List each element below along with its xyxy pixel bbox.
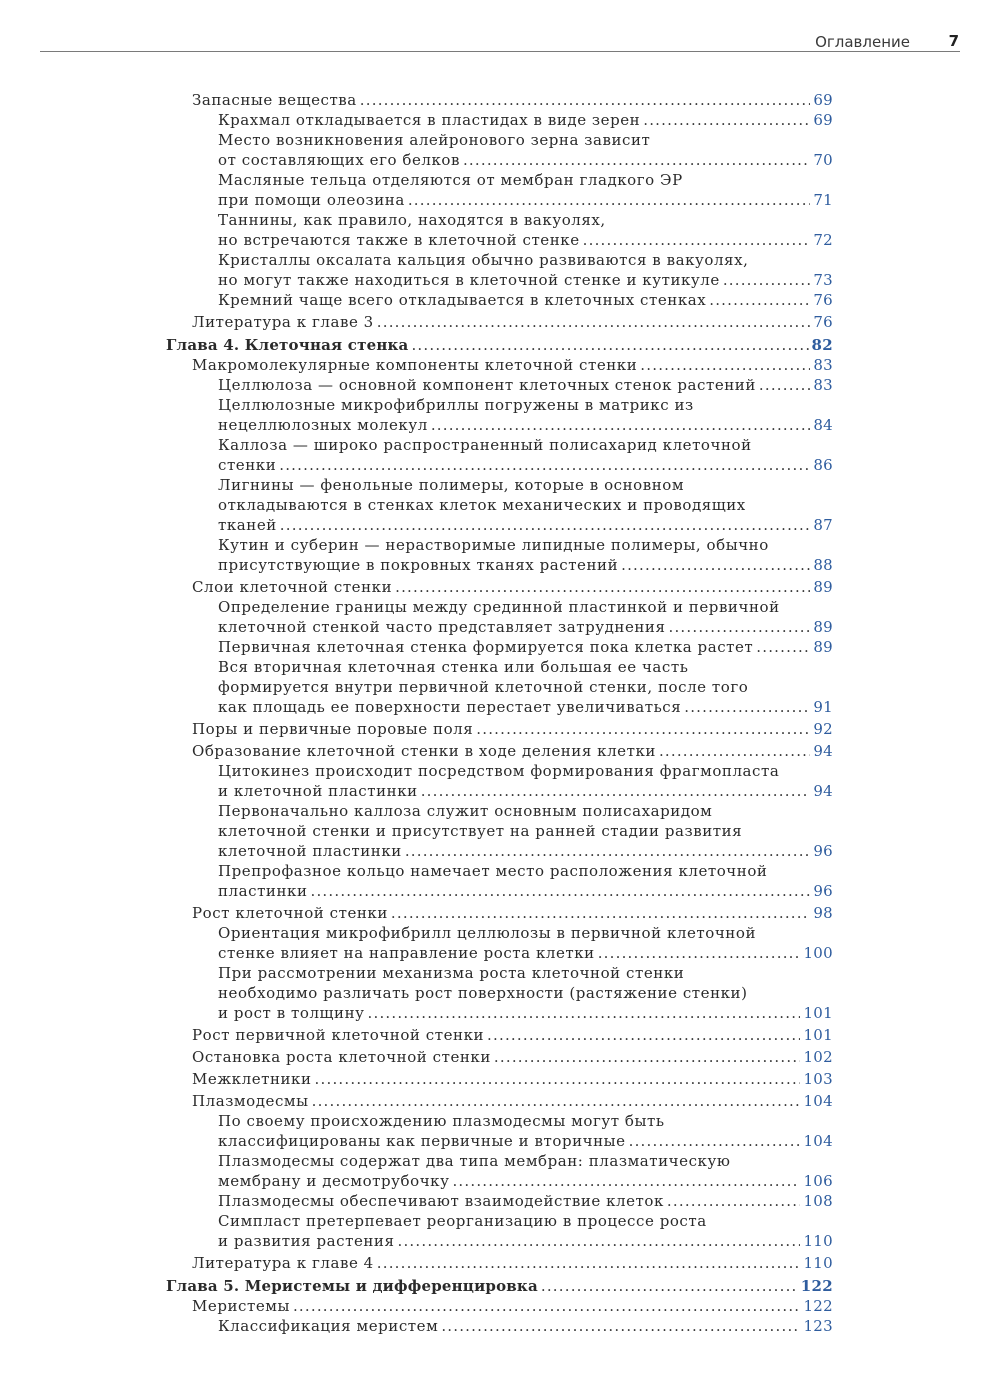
- toc-entry-line: [192, 577, 833, 597]
- toc-page-number[interactable]: 101: [803, 1026, 833, 1044]
- toc-section-entry[interactable]: [166, 577, 833, 597]
- toc-entry-line: [218, 781, 833, 801]
- toc-page-number[interactable]: 89: [813, 638, 833, 656]
- dot-leader: [659, 741, 810, 761]
- toc-entry-line: [218, 210, 833, 230]
- toc-page-number[interactable]: 106: [803, 1172, 833, 1190]
- toc-entry-title: Литература к главе 3: [192, 313, 374, 331]
- toc-subsection-entry[interactable]: [166, 475, 833, 535]
- toc-entry-line: [218, 435, 833, 455]
- toc-entry-line: [192, 355, 833, 375]
- toc-entry-line: [218, 821, 833, 841]
- toc-section-entry[interactable]: [166, 1296, 833, 1316]
- dot-leader: [421, 781, 811, 801]
- toc-entry-title: пластинки: [218, 882, 308, 900]
- toc-subsection-entry[interactable]: [166, 395, 833, 435]
- toc-page-number[interactable]: 96: [813, 842, 833, 860]
- toc-entry-line: [166, 1276, 833, 1296]
- toc-page-number[interactable]: 89: [813, 578, 833, 596]
- toc-section-entry[interactable]: [166, 741, 833, 761]
- toc-entry-line: [218, 555, 833, 575]
- toc-entry-title: классифицированы как первичные и вторичные: [218, 1132, 626, 1150]
- toc-entry-title: но могут также находиться в клеточной стенке и кутикуле: [218, 271, 720, 289]
- toc-page-number[interactable]: 72: [813, 231, 833, 249]
- toc-entry-line: [218, 1231, 833, 1251]
- toc-entry-title: Крахмал откладывается в пластидах в виде зерен: [218, 111, 641, 129]
- toc-section-entry[interactable]: [166, 1047, 833, 1067]
- dot-leader: [476, 719, 810, 739]
- dot-leader: [391, 903, 810, 923]
- toc-entry-line: [192, 1025, 833, 1045]
- toc-subsection-entry[interactable]: [166, 1211, 833, 1251]
- dot-leader: [463, 150, 810, 170]
- toc-entry-line: [218, 415, 833, 435]
- dot-leader: [668, 617, 810, 637]
- dot-leader: [640, 355, 810, 375]
- toc-entry-line: [218, 1003, 833, 1023]
- toc-entry-title: Кристаллы оксалата кальция обычно развиваются в вакуолях,: [218, 251, 749, 269]
- dot-leader: [709, 290, 810, 310]
- toc-entry-line: [218, 475, 833, 495]
- table-of-contents: [166, 88, 833, 1336]
- toc-entry-line: [218, 395, 833, 415]
- toc-entry-title: при помощи олеозина: [218, 191, 405, 209]
- toc-entry-line: [218, 455, 833, 475]
- toc-entry-title: Симпласт претерпевает реорганизацию в процессе роста: [218, 1212, 707, 1230]
- toc-entry-line: [218, 290, 833, 310]
- dot-leader: [395, 577, 810, 597]
- toc-entry-title: Меристемы: [192, 1297, 290, 1315]
- toc-entry-title: Макромолекулярные компоненты клеточной стенки: [192, 356, 638, 374]
- toc-entry-title: Литература к главе 4: [192, 1254, 374, 1272]
- toc-entry-title: Целлюлозные микрофибриллы погружены в матрикс из: [218, 396, 694, 414]
- toc-entry-line: [192, 741, 833, 761]
- toc-entry-line: [218, 495, 833, 515]
- dot-leader: [684, 697, 810, 717]
- toc-entry-title: Кремний чаще всего откладывается в клеточных стенках: [218, 291, 707, 309]
- toc-page-number[interactable]: 92: [813, 720, 833, 738]
- dot-leader: [583, 230, 811, 250]
- toc-page-number[interactable]: 110: [803, 1232, 833, 1250]
- toc-page-number[interactable]: 69: [813, 111, 833, 129]
- toc-page-number[interactable]: 82: [811, 336, 833, 354]
- toc-entry-title: как площадь ее поверхности перестает увеличиваться: [218, 698, 682, 716]
- toc-page-number[interactable]: 104: [803, 1132, 833, 1150]
- toc-page-number[interactable]: 103: [803, 1070, 833, 1088]
- running-head: [40, 31, 960, 52]
- toc-entry-title: Слои клеточной стенки: [192, 578, 393, 596]
- toc-entry-line: [218, 881, 833, 901]
- toc-entry-title: присутствующие в покровных тканях растений: [218, 556, 619, 574]
- toc-entry-title: Остановка роста клеточной стенки: [192, 1048, 491, 1066]
- toc-entry-title: Вся вторичная клеточная стенка или большая ее часть: [218, 658, 689, 676]
- toc-entry-line: [218, 270, 833, 290]
- toc-entry-line: [218, 943, 833, 963]
- toc-entry-title: стенке влияет на направление роста клетки: [218, 944, 595, 962]
- toc-page-number[interactable]: 73: [813, 271, 833, 289]
- toc-entry-title: тканей: [218, 516, 277, 534]
- toc-entry-title: Поры и первичные поровые поля: [192, 720, 474, 738]
- toc-subsection-entry[interactable]: [166, 250, 833, 290]
- toc-entry-title: мембрану и десмотрубочку: [218, 1172, 450, 1190]
- toc-section-entry[interactable]: [166, 355, 833, 375]
- toc-page-number[interactable]: 98: [813, 904, 833, 922]
- toc-entry-title: Первоначально каллоза служит основным полисахаридом: [218, 802, 713, 820]
- toc-entry-line: [218, 677, 833, 697]
- toc-entry-line: [218, 597, 833, 617]
- toc-entry-title: Глава 4. Клеточная стенка: [166, 336, 409, 354]
- toc-subsection-entry[interactable]: [166, 435, 833, 475]
- toc-subsection-entry[interactable]: [166, 1111, 833, 1151]
- dot-leader: [312, 1091, 801, 1111]
- toc-page-number[interactable]: 94: [813, 742, 833, 760]
- dot-leader: [452, 1171, 800, 1191]
- toc-subsection-entry[interactable]: [166, 657, 833, 717]
- toc-entry-title: клеточной стенкой часто представляет затруднения: [218, 618, 666, 636]
- toc-entry-title: и рост в толщину: [218, 1004, 365, 1022]
- toc-entry-line: [192, 1091, 833, 1111]
- toc-subsection-entry[interactable]: [166, 130, 833, 170]
- toc-page-number[interactable]: 96: [813, 882, 833, 900]
- toc-page-number[interactable]: 69: [813, 91, 833, 109]
- toc-entry-line: [192, 1047, 833, 1067]
- toc-entry-title: нецеллюлозных молекул: [218, 416, 428, 434]
- toc-entry-title: Определение границы между срединной пластинкой и первичной: [218, 598, 780, 616]
- toc-entry-line: [192, 90, 833, 110]
- dot-leader: [368, 1003, 801, 1023]
- toc-entry-title: Каллоза — широко распространенный полисахарид клеточной: [218, 436, 752, 454]
- toc-entry-line: [218, 1111, 833, 1131]
- toc-section-entry[interactable]: [166, 1091, 833, 1111]
- toc-entry-line: [218, 983, 833, 1003]
- dot-leader: [621, 555, 810, 575]
- toc-entry-title: Таннины, как правило, находятся в вакуолях,: [218, 211, 606, 229]
- toc-page-number[interactable]: 70: [813, 151, 833, 169]
- toc-entry-line: [218, 110, 833, 130]
- toc-subsection-entry[interactable]: [166, 1316, 833, 1336]
- toc-entry-line: [192, 903, 833, 923]
- toc-entry-title: формируется внутри первичной клеточной стенки, после того: [218, 678, 749, 696]
- dot-leader: [541, 1276, 798, 1296]
- toc-entry-title: Масляные тельца отделяются от мембран гладкого ЭР: [218, 171, 683, 189]
- toc-entry-line: [192, 312, 833, 332]
- toc-page-number[interactable]: 102: [803, 1048, 833, 1066]
- dot-leader: [598, 943, 801, 963]
- toc-page-number[interactable]: 84: [813, 416, 833, 434]
- toc-entry-line: [218, 861, 833, 881]
- toc-entry-title: откладываются в стенках клеток механических и проводящих: [218, 496, 746, 514]
- toc-entry-line: [218, 1191, 833, 1211]
- toc-entry-title: Глава 5. Меристемы и дифференцировка: [166, 1277, 538, 1295]
- dot-leader: [494, 1047, 801, 1067]
- toc-subsection-entry[interactable]: [166, 597, 833, 637]
- toc-page-number[interactable]: 76: [813, 291, 833, 309]
- toc-page-number[interactable]: 88: [813, 556, 833, 574]
- toc-chapter-entry[interactable]: [166, 1276, 833, 1296]
- toc-entry-line: [218, 801, 833, 821]
- toc-entry-line: [218, 150, 833, 170]
- toc-section-entry[interactable]: [166, 1069, 833, 1089]
- toc-page-number[interactable]: 86: [813, 456, 833, 474]
- toc-entry-line: [218, 250, 833, 270]
- toc-page-number[interactable]: 110: [803, 1254, 833, 1272]
- toc-entry-title: от составляющих его белков: [218, 151, 460, 169]
- toc-entry-line: [218, 1131, 833, 1151]
- toc-page-number[interactable]: 71: [813, 191, 833, 209]
- dot-leader: [360, 90, 811, 110]
- toc-entry-title: стенки: [218, 456, 277, 474]
- dot-leader: [441, 1316, 800, 1336]
- toc-subsection-entry[interactable]: [166, 210, 833, 250]
- toc-entry-line: [218, 841, 833, 861]
- dot-leader: [315, 1069, 801, 1089]
- dot-leader: [408, 190, 810, 210]
- dot-leader: [643, 110, 810, 130]
- toc-entry-title: Кутин и суберин — нерастворимые липидные полимеры, обычно: [218, 536, 769, 554]
- page-number: 7: [948, 32, 959, 50]
- toc-chapter-entry[interactable]: [166, 335, 833, 355]
- toc-subsection-entry[interactable]: [166, 761, 833, 801]
- dot-leader: [431, 415, 811, 435]
- toc-subsection-entry[interactable]: [166, 110, 833, 130]
- toc-entry-line: [218, 190, 833, 210]
- toc-entry-line: [218, 637, 833, 657]
- toc-entry-line: [192, 1069, 833, 1089]
- toc-page-number[interactable]: 76: [813, 313, 833, 331]
- toc-entry-title: Первичная клеточная стенка формируется пока клетка растет: [218, 638, 754, 656]
- toc-entry-line: [218, 535, 833, 555]
- toc-page-number[interactable]: 91: [813, 698, 833, 716]
- toc-entry-title: Рост первичной клеточной стенки: [192, 1026, 485, 1044]
- toc-page-number[interactable]: 83: [813, 376, 833, 394]
- toc-subsection-entry[interactable]: [166, 170, 833, 210]
- toc-entry-title: Место возникновения алейронового зерна зависит: [218, 131, 651, 149]
- toc-entry-line: [166, 335, 833, 355]
- toc-entry-line: [218, 1211, 833, 1231]
- toc-page-number[interactable]: 83: [813, 356, 833, 374]
- toc-entry-line: [192, 719, 833, 739]
- dot-leader: [279, 455, 810, 475]
- toc-page-number[interactable]: 108: [803, 1192, 833, 1210]
- toc-entry-line: [192, 1253, 833, 1273]
- toc-entry-line: [218, 170, 833, 190]
- dot-leader: [723, 270, 811, 290]
- toc-entry-line: [218, 761, 833, 781]
- toc-entry-title: клеточной стенки и присутствует на ранней стадии развития: [218, 822, 743, 840]
- toc-entry-title: Рост клеточной стенки: [192, 904, 388, 922]
- toc-entry-title: По своему происхождению плазмодесмы могут быть: [218, 1112, 665, 1130]
- dot-leader: [398, 1231, 801, 1251]
- toc-entry-line: [192, 1296, 833, 1316]
- toc-section-entry[interactable]: [166, 90, 833, 110]
- toc-section-entry[interactable]: [166, 1253, 833, 1273]
- toc-subsection-entry[interactable]: [166, 290, 833, 310]
- toc-entry-title: Плазмодесмы обеспечивают взаимодействие клеток: [218, 1192, 664, 1210]
- toc-entry-title: Плазмодесмы: [192, 1092, 309, 1110]
- toc-page-number[interactable]: 122: [803, 1297, 833, 1315]
- dot-leader: [280, 515, 811, 535]
- toc-page-number[interactable]: 101: [803, 1004, 833, 1022]
- toc-subsection-entry[interactable]: [166, 535, 833, 575]
- toc-entry-line: [218, 1316, 833, 1336]
- toc-entry-line: [218, 617, 833, 637]
- toc-page-number[interactable]: 122: [800, 1277, 833, 1295]
- dot-leader: [405, 841, 811, 861]
- dot-leader: [629, 1131, 801, 1151]
- toc-section-entry[interactable]: [166, 312, 833, 332]
- dot-leader: [377, 1253, 801, 1273]
- toc-entry-line: [218, 230, 833, 250]
- toc-entry-line: [218, 515, 833, 535]
- toc-subsection-entry[interactable]: [166, 637, 833, 657]
- toc-entry-title: Ориентация микрофибрилл целлюлозы в первичной клеточной: [218, 924, 756, 942]
- toc-entry-title: Плазмодесмы содержат два типа мембран: плазматическую: [218, 1152, 731, 1170]
- toc-entry-line: [218, 375, 833, 395]
- toc-subsection-entry[interactable]: [166, 801, 833, 861]
- toc-entry-title: Лигнины — фенольные полимеры, которые в основном: [218, 476, 685, 494]
- toc-entry-title: Целлюлоза — основной компонент клеточных стенок растений: [218, 376, 756, 394]
- toc-section-entry[interactable]: [166, 719, 833, 739]
- toc-subsection-entry[interactable]: [166, 923, 833, 963]
- toc-subsection-entry[interactable]: [166, 963, 833, 1023]
- toc-page-number[interactable]: 123: [803, 1317, 833, 1335]
- toc-entry-line: [218, 697, 833, 717]
- toc-entry-line: [218, 1171, 833, 1191]
- dot-leader: [756, 637, 810, 657]
- dot-leader: [293, 1296, 801, 1316]
- dot-leader: [311, 881, 811, 901]
- toc-subsection-entry[interactable]: [166, 375, 833, 395]
- toc-page-number[interactable]: 94: [813, 782, 833, 800]
- dot-leader: [667, 1191, 801, 1211]
- toc-entry-line: [218, 923, 833, 943]
- toc-subsection-entry[interactable]: [166, 1191, 833, 1211]
- dot-leader: [759, 375, 810, 395]
- toc-entry-title: клеточной пластинки: [218, 842, 402, 860]
- toc-entry-title: необходимо различать рост поверхности (растяжение стенки): [218, 984, 748, 1002]
- toc-entry-title: и клеточной пластинки: [218, 782, 418, 800]
- toc-entry-title: Препрофазное кольцо намечает место расположения клеточной: [218, 862, 768, 880]
- toc-page-number[interactable]: 87: [813, 516, 833, 534]
- toc-entry-line: [218, 657, 833, 677]
- toc-entry-title: и развития растения: [218, 1232, 395, 1250]
- running-head-title: Оглавление: [815, 33, 910, 51]
- toc-entry-title: При рассмотрении механизма роста клеточной стенки: [218, 964, 685, 982]
- toc-section-entry[interactable]: [166, 1025, 833, 1045]
- toc-page-number[interactable]: 89: [813, 618, 833, 636]
- dot-leader: [377, 312, 811, 332]
- toc-subsection-entry[interactable]: [166, 1151, 833, 1191]
- toc-entry-title: Классификация меристем: [218, 1317, 439, 1335]
- toc-section-entry[interactable]: [166, 903, 833, 923]
- dot-leader: [487, 1025, 800, 1045]
- dot-leader: [411, 335, 808, 355]
- toc-entry-title: но встречаются также в клеточной стенке: [218, 231, 580, 249]
- toc-subsection-entry[interactable]: [166, 861, 833, 901]
- toc-page-number[interactable]: 100: [803, 944, 833, 962]
- toc-entry-title: Запасные вещества: [192, 91, 357, 109]
- toc-entry-line: [218, 1151, 833, 1171]
- toc-entry-title: Межклетники: [192, 1070, 312, 1088]
- toc-entry-line: [218, 963, 833, 983]
- toc-page-number[interactable]: 104: [803, 1092, 833, 1110]
- toc-entry-title: Образование клеточной стенки в ходе деления клетки: [192, 742, 656, 760]
- toc-entry-line: [218, 130, 833, 150]
- toc-entry-title: Цитокинез происходит посредством формирования фрагмопласта: [218, 762, 780, 780]
